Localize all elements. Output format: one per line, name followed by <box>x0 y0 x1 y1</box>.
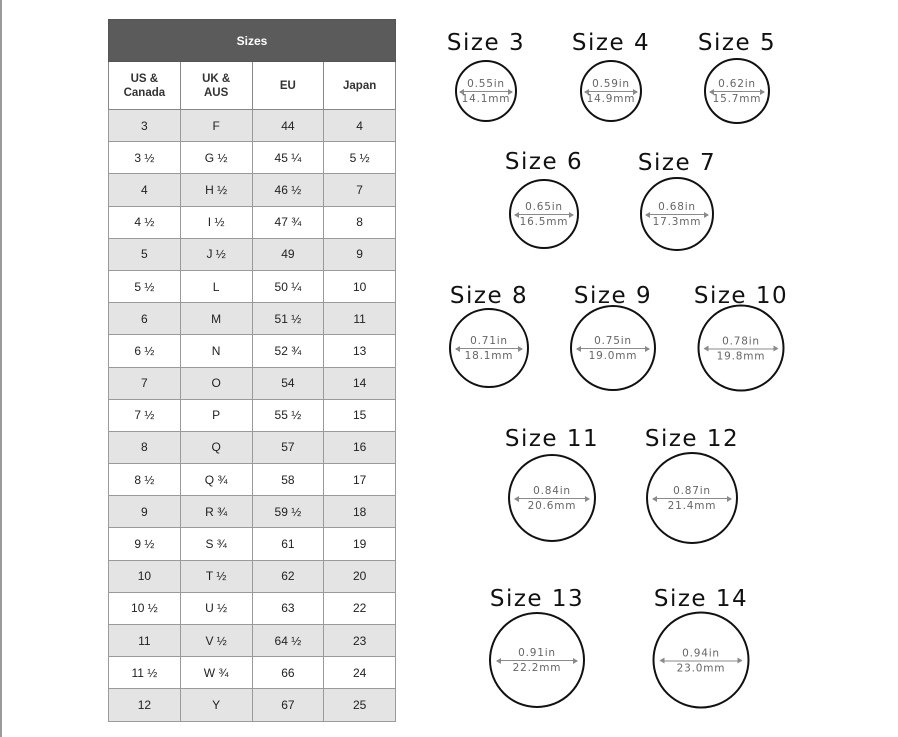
left-border <box>0 0 2 737</box>
diameter-arrow-icon <box>585 91 636 92</box>
table-cell: 11 ½ <box>109 657 181 689</box>
ring-diameter-inches: 0.94in <box>682 647 720 659</box>
ring-size-label: Size 12 <box>644 426 740 452</box>
table-cell: 62 <box>252 560 324 592</box>
ring-diameter-inches: 0.71in <box>470 335 508 347</box>
ring-diameter-mm: 21.4mm <box>667 500 717 512</box>
table-cell: 7 ½ <box>109 399 181 431</box>
table-cell: 51 ½ <box>252 303 324 335</box>
ring-circle <box>455 60 517 122</box>
table-cell: 10 <box>324 270 396 302</box>
diameter-arrow-icon <box>515 214 573 215</box>
ring-circle <box>508 454 596 542</box>
ring-size-label: Size 8 <box>449 283 529 309</box>
table-row <box>109 592 396 624</box>
table-cell: 5 ½ <box>109 270 181 302</box>
table-cell: V ½ <box>180 625 252 657</box>
table-cell: 64 ½ <box>252 625 324 657</box>
column-header: UK & AUS <box>180 62 252 110</box>
table-row <box>109 303 396 335</box>
table-cell: 4 <box>324 110 396 142</box>
ring-size-label: Size 13 <box>489 586 585 612</box>
table-cell: 13 <box>324 335 396 367</box>
table-cell: 44 <box>252 110 324 142</box>
table-cell: 8 ½ <box>109 464 181 496</box>
column-header: US & Canada <box>109 62 181 110</box>
diameter-arrow-icon <box>460 91 511 92</box>
diameter-arrow-icon <box>646 214 708 215</box>
ring-diameter-inches: 0.75in <box>594 335 632 347</box>
table-cell: H ½ <box>180 174 252 206</box>
table-cell: 23 <box>324 625 396 657</box>
table-cell: U ½ <box>180 592 252 624</box>
table-cell: R ¾ <box>180 496 252 528</box>
diameter-arrow-icon <box>577 348 649 349</box>
ring-size-label: Size 10 <box>693 283 789 309</box>
table-cell: Q ¾ <box>180 464 252 496</box>
table-cell: 66 <box>252 657 324 689</box>
table-cell: 9 ½ <box>109 528 181 560</box>
table-cell: 5 <box>109 238 181 270</box>
table-cell: 4 ½ <box>109 206 181 238</box>
table-row <box>109 238 396 270</box>
table-cell: M <box>180 303 252 335</box>
ring-diameter-mm: 19.0mm <box>588 350 638 362</box>
ring-circle <box>509 179 579 249</box>
diameter-arrow-icon <box>653 498 730 499</box>
table-row <box>109 496 396 528</box>
ring-diameter-mm: 15.7mm <box>712 93 762 105</box>
table-cell: 6 ½ <box>109 335 181 367</box>
table-cell: F <box>180 110 252 142</box>
table-cell: Y <box>180 689 252 721</box>
table-cell: 50 ¼ <box>252 270 324 302</box>
table-cell: 10 ½ <box>109 592 181 624</box>
table-row <box>109 367 396 399</box>
table-cell: P <box>180 399 252 431</box>
table-row <box>109 142 396 174</box>
ring-size-label: Size 11 <box>504 426 600 452</box>
diameter-arrow-icon <box>660 660 742 661</box>
ring-circle <box>653 612 750 709</box>
diameter-arrow-icon <box>515 498 589 499</box>
table-cell: N <box>180 335 252 367</box>
table-row <box>109 399 396 431</box>
ring-size-label: Size 9 <box>573 283 653 309</box>
table-cell: 5 ½ <box>324 142 396 174</box>
ring-diameter-mm: 19.8mm <box>716 350 766 362</box>
ring-diameter-inches: 0.55in <box>467 78 505 90</box>
table-cell: 24 <box>324 657 396 689</box>
table-cell: 16 <box>324 431 396 463</box>
ring-circle <box>580 60 642 122</box>
table-body <box>109 110 396 722</box>
table-row <box>109 528 396 560</box>
table-cell: 8 <box>109 431 181 463</box>
table-cell: W ¾ <box>180 657 252 689</box>
table-cell: 63 <box>252 592 324 624</box>
table-cell: 58 <box>252 464 324 496</box>
ring-diameter-inches: 0.91in <box>518 647 556 659</box>
table-cell: 49 <box>252 238 324 270</box>
table-row <box>109 464 396 496</box>
table-cell: 4 <box>109 174 181 206</box>
ring-diameter-mm: 14.1mm <box>461 93 511 105</box>
table-cell: 7 <box>324 174 396 206</box>
ring-circle <box>698 305 785 392</box>
table-row <box>109 110 396 142</box>
ring-diameter-inches: 0.65in <box>525 201 563 213</box>
table-cell: 19 <box>324 528 396 560</box>
table-row <box>109 431 396 463</box>
table-title: Sizes <box>109 20 396 62</box>
table-row <box>109 174 396 206</box>
ring-size-label: Size 14 <box>653 586 749 612</box>
ring-diameter-inches: 0.68in <box>658 201 696 213</box>
table-cell: 12 <box>109 689 181 721</box>
ring-size-label: Size 4 <box>571 30 651 56</box>
ring-diameter-mm: 23.0mm <box>676 662 726 674</box>
table-cell: J ½ <box>180 238 252 270</box>
table-cell: 17 <box>324 464 396 496</box>
ring-diameter-inches: 0.59in <box>592 78 630 90</box>
table-cell: 15 <box>324 399 396 431</box>
ring-diameter-inches: 0.84in <box>533 485 571 497</box>
table-cell: 8 <box>324 206 396 238</box>
table-row <box>109 689 396 721</box>
table-cell: 18 <box>324 496 396 528</box>
ring-circle <box>449 308 529 388</box>
table-cell: 11 <box>109 625 181 657</box>
table-cell: Q <box>180 431 252 463</box>
diameter-arrow-icon <box>704 348 777 349</box>
ring-diameter-mm: 16.5mm <box>519 216 569 228</box>
diameter-arrow-icon <box>710 91 765 92</box>
table-cell: 25 <box>324 689 396 721</box>
table-row <box>109 270 396 302</box>
ring-diameter-inches: 0.62in <box>718 78 756 90</box>
table-cell: 3 ½ <box>109 142 181 174</box>
table-cell: 47 ¾ <box>252 206 324 238</box>
ring-size-label: Size 3 <box>446 30 526 56</box>
table-row <box>109 335 396 367</box>
ring-size-label: Size 7 <box>637 150 717 176</box>
table-cell: 61 <box>252 528 324 560</box>
column-header: Japan <box>324 62 396 110</box>
ring-diameter-mm: 14.9mm <box>586 93 636 105</box>
ring-diameter-mm: 18.1mm <box>464 350 514 362</box>
ring-diameter-mm: 22.2mm <box>512 662 562 674</box>
table-cell: L <box>180 270 252 302</box>
table-cell: 57 <box>252 431 324 463</box>
table-cell: 3 <box>109 110 181 142</box>
diameter-arrow-icon <box>456 348 523 349</box>
table-cell: 11 <box>324 303 396 335</box>
ring-diameter-mm: 20.6mm <box>527 500 577 512</box>
ring-circle <box>489 612 585 708</box>
diameter-arrow-icon <box>497 660 578 661</box>
table-cell: G ½ <box>180 142 252 174</box>
table-cell: 22 <box>324 592 396 624</box>
ring-circle <box>646 452 738 544</box>
column-header: EU <box>252 62 324 110</box>
table-cell: S ¾ <box>180 528 252 560</box>
table-cell: 55 ½ <box>252 399 324 431</box>
ring-diameter-inches: 0.87in <box>673 485 711 497</box>
ring-diameter-mm: 17.3mm <box>652 216 702 228</box>
ring-circle <box>570 305 656 391</box>
table-cell: I ½ <box>180 206 252 238</box>
table-cell: 67 <box>252 689 324 721</box>
table-row <box>109 206 396 238</box>
table-cell: O <box>180 367 252 399</box>
table-row <box>109 657 396 689</box>
table-cell: 7 <box>109 367 181 399</box>
size-conversion-table <box>108 19 396 722</box>
table-row <box>109 625 396 657</box>
table-row <box>109 560 396 592</box>
table-cell: 59 ½ <box>252 496 324 528</box>
table-cell: 10 <box>109 560 181 592</box>
ring-circle <box>640 177 714 251</box>
ring-size-label: Size 6 <box>504 149 584 175</box>
table-cell: 54 <box>252 367 324 399</box>
table-cell: 45 ¼ <box>252 142 324 174</box>
table-cell: 14 <box>324 367 396 399</box>
table-cell: 9 <box>324 238 396 270</box>
table-cell: 46 ½ <box>252 174 324 206</box>
ring-diameter-inches: 0.78in <box>722 335 760 347</box>
table-cell: 20 <box>324 560 396 592</box>
column-header-row <box>109 62 396 110</box>
ring-circle <box>704 58 770 124</box>
table-cell: T ½ <box>180 560 252 592</box>
ring-size-label: Size 5 <box>697 30 777 56</box>
table-cell: 9 <box>109 496 181 528</box>
table-cell: 52 ¾ <box>252 335 324 367</box>
table-cell: 6 <box>109 303 181 335</box>
